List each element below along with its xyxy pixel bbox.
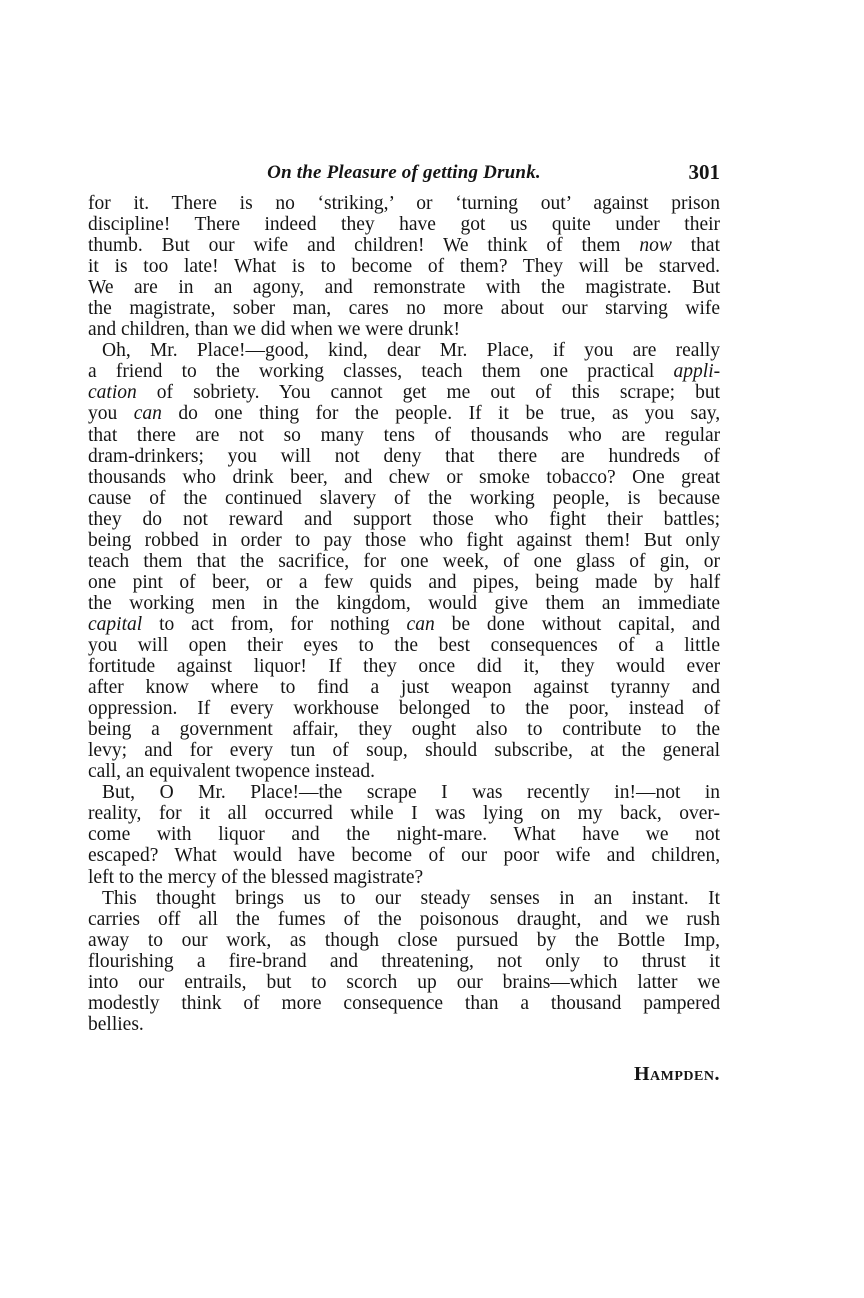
text-line: Oh, Mr. Place!—good, kind, dear Mr. Place, if you are really <box>102 340 721 362</box>
text-line: you can do one thing for the people. If it be true, as you say, <box>88 403 721 425</box>
text-line: thumb. But our wife and children! We think of them now that <box>88 235 720 257</box>
text-line: one pint of beer, or a few quids and pipes, being made by half <box>88 571 721 593</box>
paragraph-3 <box>88 782 720 887</box>
text-line: discipline! There indeed they have got us quite under their <box>88 214 721 236</box>
text-line: carries off all the fumes of the poisonous draught, and we rush <box>88 908 720 930</box>
text-line: after know where to find a just weapon against tyranny and <box>88 677 721 699</box>
text-line: call, an equivalent twopence instead. <box>88 761 375 783</box>
text-line: they do not reward and support those who fight their battles; <box>88 508 720 530</box>
text-line: bellies. <box>88 1013 144 1035</box>
page-number: 301 <box>688 160 720 184</box>
text-line: oppression. If every workhouse belonged to the poor, instead of <box>88 698 721 720</box>
text-line: But, O Mr. Place!—the scrape I was recently in!—not in <box>102 782 721 804</box>
running-title: On the Pleasure of getting Drunk. <box>267 162 541 183</box>
text-line: modestly think of more consequence than a thousand pampered <box>88 992 721 1014</box>
text-line: it is too late! What is to become of them? They will be starved. <box>88 256 721 278</box>
text-line: being a government affair, they ought also to contribute to the <box>88 719 721 741</box>
paragraph-1 <box>88 193 720 340</box>
body-text <box>88 193 720 1035</box>
text-line: capital to act from, for nothing can be done without capital, and <box>88 613 721 635</box>
text-line: reality, for it all occurred while I was lying on my back, over- <box>88 803 721 825</box>
text-line: you will open their eyes to the best consequences of a little <box>88 634 721 656</box>
text-line: being robbed in order to pay those who fight against them! But only <box>88 529 721 551</box>
text-line: cause of the continued slavery of the working people, is because <box>88 487 721 509</box>
text-line: levy; and for every tun of soup, should subscribe, at the general <box>88 740 721 762</box>
text-line: cation of sobriety. You cannot get me out of this scrape; but <box>88 382 721 404</box>
text-line: left to the mercy of the blessed magistrate? <box>88 866 424 888</box>
text-line: thousands who drink beer, and chew or smoke tobacco? One great <box>88 466 721 488</box>
text-line: teach them that the sacrifice, for one week, of one glass of gin, or <box>88 550 721 572</box>
author-signature: Hampden. <box>634 1063 720 1085</box>
text-line: the magistrate, sober man, cares no more about our starving wife <box>88 298 721 320</box>
paragraph-2 <box>88 340 720 782</box>
text-line: come with liquor and the night-mare. What have we not <box>88 824 721 846</box>
text-line: for it. There is no ‘striking,’ or ‘turning out’ against prison <box>88 193 721 214</box>
text-line: that there are not so many tens of thousands who are regular <box>88 424 721 446</box>
text-line: flourishing a fire-brand and threatening, not only to thrust it <box>88 950 721 972</box>
text-line: and children, than we did when we were drunk! <box>88 319 461 341</box>
text-line: a friend to the working classes, teach them one practical appli- <box>88 361 721 383</box>
page-header <box>88 160 720 186</box>
text-line: We are in an agony, and remonstrate with the magistrate. But <box>88 277 721 299</box>
text-line: into our entrails, but to scorch up our brains—which latter we <box>88 971 721 993</box>
paragraph-4 <box>88 888 720 1035</box>
text-line: the working men in the kingdom, would give them an immediate <box>88 592 721 614</box>
text-line: away to our work, as though close pursued by the Bottle Imp, <box>88 929 721 951</box>
text-line: This thought brings us to our steady senses in an instant. It <box>102 887 721 909</box>
text-line: dram-drinkers; you will not deny that there are hundreds of <box>88 445 720 467</box>
text-line: fortitude against liquor! If they once did it, they would ever <box>88 656 721 678</box>
text-line: escaped? What would have become of our poor wife and children, <box>88 845 721 867</box>
